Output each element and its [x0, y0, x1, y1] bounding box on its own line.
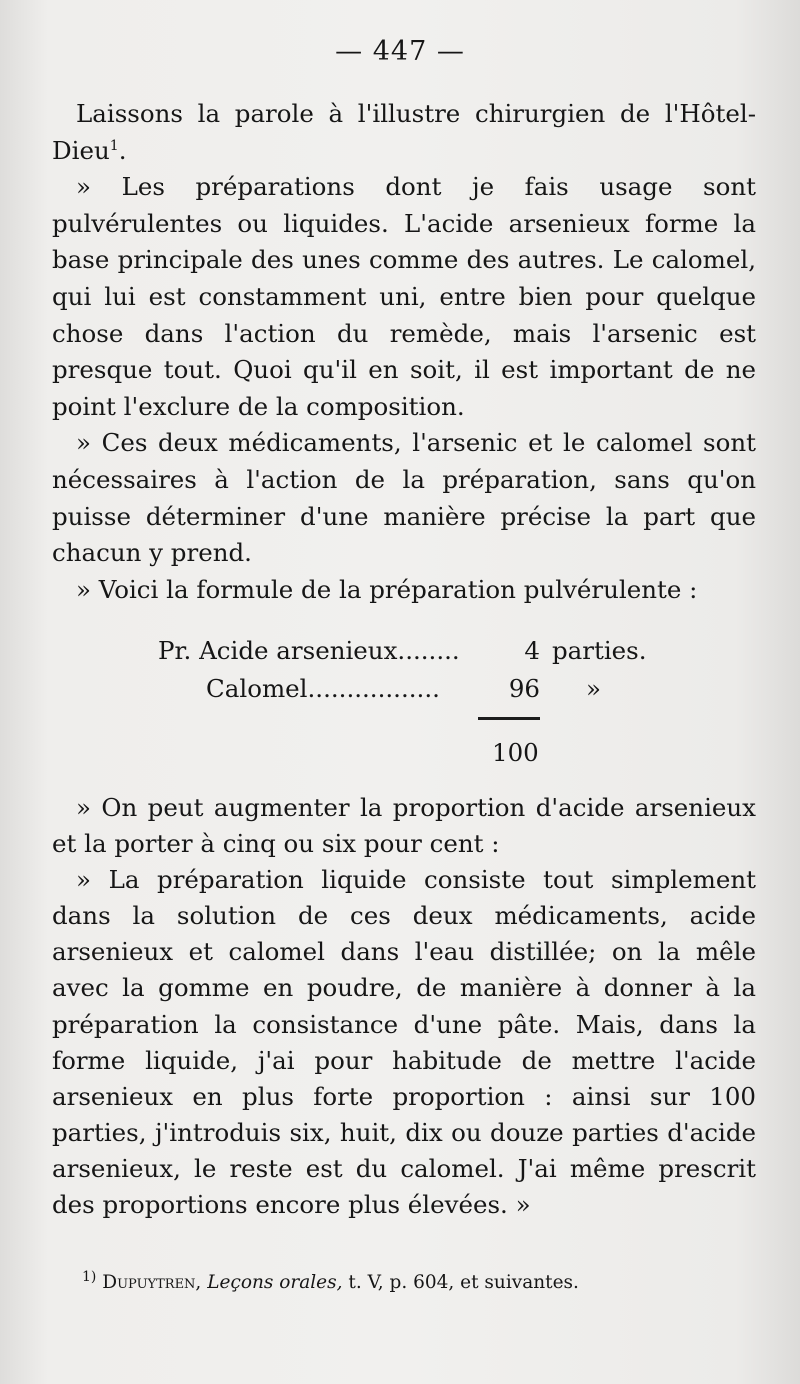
footnote — [82, 1268, 579, 1293]
footnote-ref: 1 — [109, 137, 119, 154]
paragraph — [52, 96, 756, 169]
paragraph: » Ces deux médicaments, l'arsenic et le calomel sont nécessaires à l'action de la préparation, sans qu'on puisse déterminer d'une manière précise la part que chacun y prend. — [52, 428, 756, 568]
formula-unit: » — [586, 674, 601, 703]
formula-ingredient: Calomel................. — [206, 674, 440, 703]
main-text-block — [52, 96, 756, 608]
formula-ingredient: Pr. Acide arsenieux........ — [158, 636, 460, 665]
footnote-marker: 1) — [82, 1268, 97, 1285]
paragraph: » Voici la formule de la préparation pulvérulente : — [76, 574, 698, 604]
formula-unit: parties. — [552, 636, 647, 665]
sum-rule — [478, 717, 540, 720]
main-text-block-2 — [52, 790, 756, 1223]
paragraph-end: . — [118, 135, 127, 165]
formula-quantity: 4 — [524, 636, 540, 665]
footnote-rest: t. V, p. 604, et suivantes. — [348, 1272, 579, 1293]
paragraph: » Les préparations dont je fais usage sont pulvérulentes ou liquides. L'acide arsenieux forme la base principale des unes comme des autres. Le calomel, qui lui est constamment uni, entre bien pour quelque chose dans l'action du remède, mais l'arsenic est presque tout. Quoi qu'il en soit, il est important de ne point l'exclure de la composition. — [52, 172, 756, 421]
paragraph: » La préparation liquide consiste tout simplement dans la solution de ces deux médicaments, acide arsenieux et calomel dans l'eau distillée; on la mêle avec la gomme en poudre, de manière à donner à la préparation la consistance d'une pâte. Mais, dans la forme liquide, j'ai pour habitude de mettre l'acide arsenieux en plus forte proportion : ainsi sur 100 parties, j'introduis six, huit, dix ou douze parties d'acide arsenieux, le reste est du calomel. J'ai même prescrit des proportions encore plus élevées. » — [52, 865, 756, 1220]
paragraph: » On peut augmenter la proportion d'acide arsenieux et la porter à cinq ou six pour cent : — [52, 793, 756, 859]
page-number: — 447 — — [335, 36, 465, 67]
paragraph-text: Laissons la parole à l'illustre chirurgien de l'Hôtel-Dieu — [52, 99, 756, 165]
formula-total: 100 — [492, 738, 539, 767]
footnote-author: Dupuytren, — [102, 1272, 202, 1293]
formula-quantity: 96 — [508, 674, 540, 703]
footnote-title: Leçons orales, — [207, 1272, 343, 1293]
